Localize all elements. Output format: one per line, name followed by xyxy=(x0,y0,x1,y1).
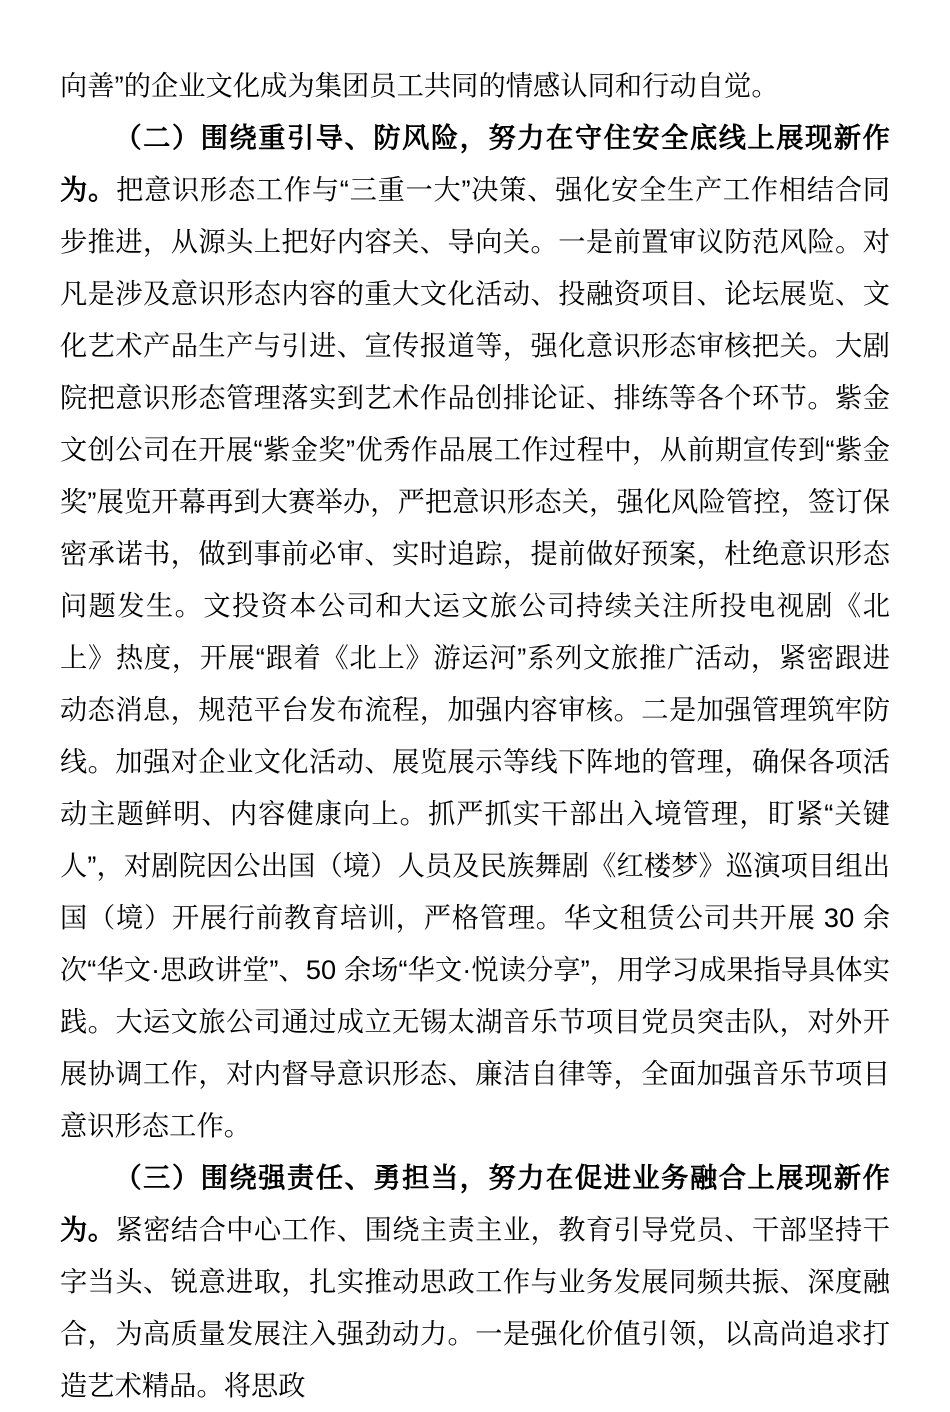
section-3-heading: （三）围绕强责任、勇担当，努力在促进业务融合上展现新作为。 xyxy=(60,1162,890,1245)
section-2-text: 把意识形态工作与“三重一大”决策、强化安全生产工作相结合同步推进，从源头上把好内容关、导向关。一是前置审议防范风险。对凡是涉及意识形态内容的重大文化活动、投融资项目、论坛展览、文化艺术产品生产与引进、宣传报道等，强化意识形态审核把关。大剧院把意识形态管理落实到艺术作品创排论证、排练等各个环节。紫金文创公司在开展“紫金奖”优秀作品展工作过程中，从前期宣传到“紫金奖”展览开幕再到大赛举办，严把意识形态关，强化风险管控，签订保密承诺书，做到事前必审、实时追踪，提前做好预案，杜绝意识形态问题发生。文投资本公司和大运文旅公司持续关注所投电视剧《北上》热度，开展“跟着《北上》游运河”系列文旅推广活动，紧密跟进动态消息，规范平台发布流程，加强内容审核。二是加强管理筑牢防线。加强对企业文化活动、展览展示等线下阵地的管理，确保各项活动主题鲜明、内容健康向上。抓严抓实干部出入境管理，盯紧“关键人”，对剧院因公出国（境）人员及民族舞剧《红楼梦》巡演项目组出国（境）开展行前教育培训，严格管理。华文租赁公司共开展 30 余次“华文·思政讲堂”、50 余场“华文·悦读分享”，用学习成果指导具体实践。大运文旅公司通过成立无锡太湖音乐节项目党员突击队，对外开展协调工作，对内督导意识形态、廉洁自律等，全面加强音乐节项目意识形态工作。 xyxy=(60,174,890,1141)
paragraph-section-3 xyxy=(60,1152,890,1412)
section-2-heading: （二）围绕重引导、防风险，努力在守住安全底线上展现新作为。 xyxy=(60,122,890,205)
paragraph-section-2 xyxy=(60,112,890,1152)
document-body xyxy=(60,60,890,1412)
paragraph-continuation: 向善”的企业文化成为集团员工共同的情感认同和行动自觉。 xyxy=(60,70,779,101)
section-3-text: 紧密结合中心工作、围绕主责主业，教育引导党员、干部坚持干字当头、锐意进取，扎实推动思政工作与业务发展同频共振、深度融合，为高质量发展注入强劲动力。一是强化价值引领，以高尚追求打造艺术精品。将思政 xyxy=(60,1214,890,1401)
